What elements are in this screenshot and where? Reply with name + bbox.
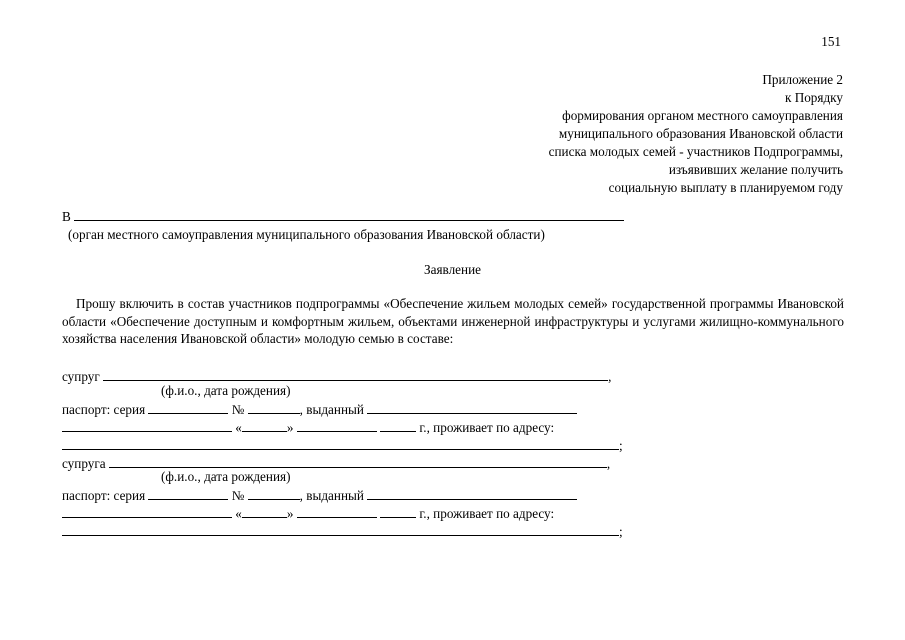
page-number: 151	[821, 34, 841, 49]
wife-row	[62, 454, 610, 472]
passport-issued-label: , выданный	[299, 402, 364, 417]
year-address-label: г., проживает по адресу:	[419, 506, 555, 521]
passport-series-label: паспорт: серия	[62, 488, 146, 503]
passport-number-sign: №	[231, 402, 245, 417]
appendix-line: списка молодых семей - участников Подпрограммы,	[548, 144, 843, 159]
passport-issued-field[interactable]	[367, 400, 577, 414]
appendix-line: к Порядку	[784, 90, 843, 105]
semicolon: ;	[619, 438, 623, 453]
passport-number-field[interactable]	[248, 400, 300, 414]
husband-name-field[interactable]	[103, 367, 608, 381]
quote-open: «	[235, 506, 242, 521]
husband-caption: (ф.и.о., дата рождения)	[161, 383, 291, 398]
passport-series-label: паспорт: серия	[62, 402, 146, 417]
wife-caption: (ф.и.о., дата рождения)	[161, 469, 291, 484]
issue-day-field[interactable]	[242, 504, 287, 518]
addressee-prefix: В	[62, 209, 71, 224]
addressee-field[interactable]	[74, 207, 624, 221]
wife-date-row	[62, 504, 554, 522]
husband-label: супруг	[62, 369, 100, 384]
appendix-line: формирования органом местного самоуправления	[562, 108, 843, 123]
husband-address-row	[62, 436, 623, 454]
wife-address-row	[62, 522, 623, 540]
husband-row	[62, 367, 611, 385]
quote-close: »	[286, 506, 294, 521]
addressee-row	[62, 207, 624, 225]
appendix-line: социальную выплату в планируемом году	[608, 180, 843, 195]
issued-by-field[interactable]	[62, 504, 232, 518]
appendix-line: изъявивших желание получить	[668, 162, 843, 177]
comma: ,	[606, 456, 611, 471]
year-address-label: г., проживает по адресу:	[419, 420, 555, 435]
issued-by-field[interactable]	[62, 418, 232, 432]
wife-address-field[interactable]	[62, 522, 619, 536]
comma: ,	[608, 369, 612, 384]
wife-name-field[interactable]	[109, 454, 607, 468]
quote-close: »	[286, 420, 294, 435]
document-title: Заявление	[424, 262, 481, 277]
passport-issued-label: , выданный	[299, 488, 364, 503]
body-paragraph: Прошу включить в состав участников подпрограммы «Обеспечение жильем молодых семей» государственной программы Ивановской области «Обеспечение доступным и комфортным жильем, объектами инженерной инфраструктуры и услугами жилищно-коммунального хозяйства населения Ивановской области» молодую семью в составе:	[62, 296, 844, 347]
quote-open: «	[235, 420, 242, 435]
passport-series-field[interactable]	[148, 486, 228, 500]
passport-number-field[interactable]	[248, 486, 300, 500]
appendix-line: муниципального образования Ивановской области	[558, 126, 843, 141]
passport-number-sign: №	[231, 488, 245, 503]
husband-date-row	[62, 418, 554, 436]
issue-month-field[interactable]	[297, 418, 377, 432]
wife-passport-row	[62, 486, 577, 504]
issue-year-field[interactable]	[380, 418, 416, 432]
issue-day-field[interactable]	[242, 418, 287, 432]
passport-series-field[interactable]	[148, 400, 228, 414]
issue-year-field[interactable]	[380, 504, 416, 518]
husband-passport-row	[62, 400, 577, 418]
appendix-header	[549, 71, 843, 197]
passport-issued-field[interactable]	[367, 486, 577, 500]
appendix-line: Приложение 2	[762, 72, 843, 87]
husband-address-field[interactable]	[62, 436, 619, 450]
wife-label: супруга	[62, 456, 106, 471]
semicolon: ;	[619, 524, 623, 539]
issue-month-field[interactable]	[297, 504, 377, 518]
addressee-caption: (орган местного самоуправления муниципального образования Ивановской области)	[68, 227, 545, 242]
